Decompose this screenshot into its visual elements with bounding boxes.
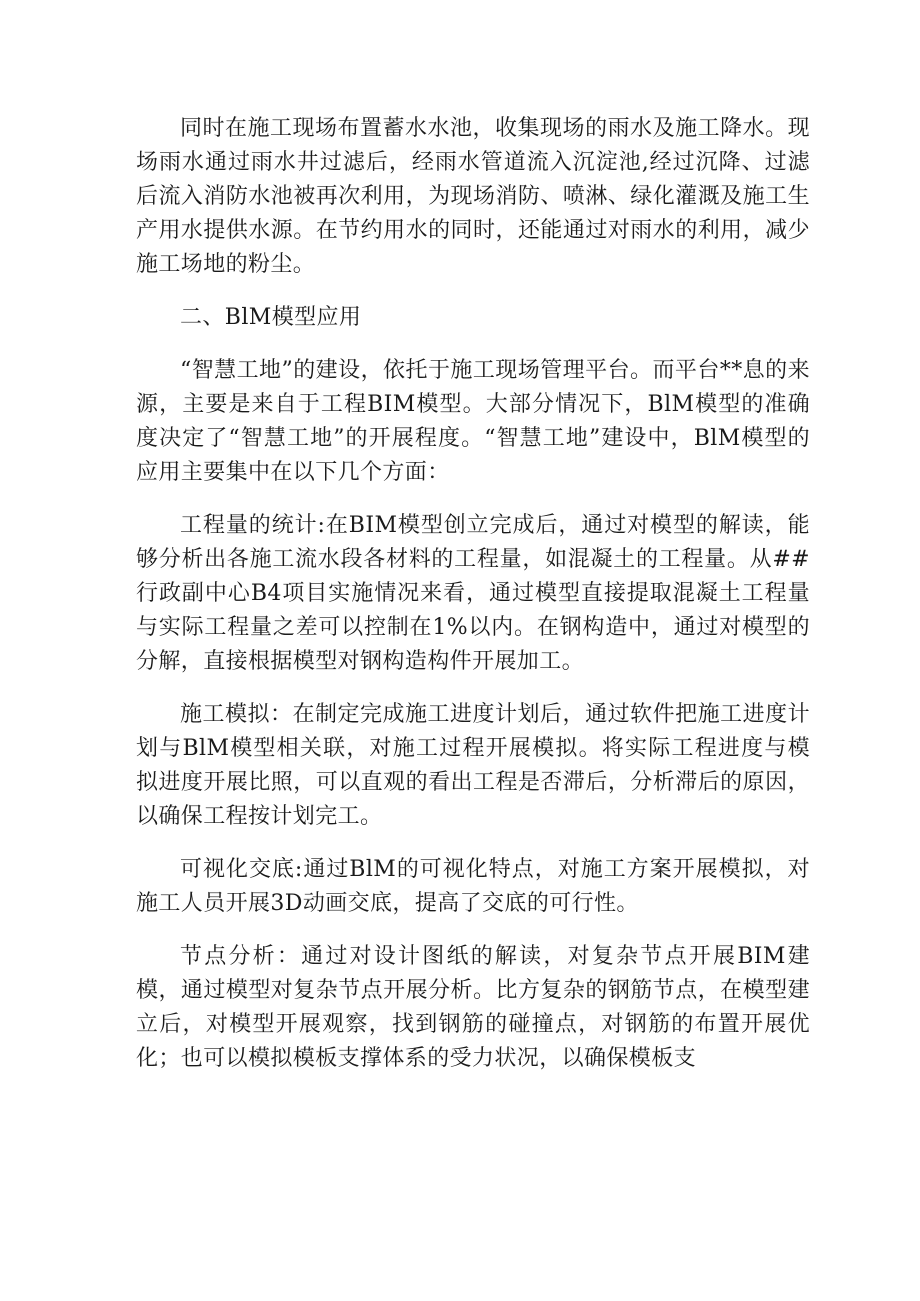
paragraph-visual-briefing: 可视化交底:通过BlM的可视化特点，对施工方案开展模拟，对施工人员开展3D动画交底，提高了交底的可行性。 — [136, 857, 810, 916]
paragraph-node-analysis: 节点分析：通过对设计图纸的解读，对复杂节点开展BIM建模，通过模型对复杂节点开展分析。比方复杂的钢筋节点，在模型建立后，对模型开展观察，找到钢筋的碰撞点，对钢筋的布置开展优化；也可以模拟模板支撑体系的受力状况，以确保模板支 — [136, 944, 810, 1071]
paragraph-smart-site: “智慧工地”的建设，依托于施工现场管理平台。而平台**息的来源，主要是来自于工程BIM模型。大部分情况下，BlM模型的准确度决定了“智慧工地”的开展程度。“智慧工地”建设中，BlM模型的应用主要集中在以下几个方面： — [136, 358, 810, 485]
paragraph-quantity-stats: 工程量的统计:在BIM模型创立完成后，通过对模型的解读，能够分析出各施工流水段各材料的工程量，如混凝土的工程量。从##行政副中心B4项目实施情况来看，通过模型直接提取混凝土工程量与实际工程量之差可以控制在1%以内。在钢构造中，通过对模型的分解，直接根据模型对钢构造构件开展加工。 — [136, 513, 810, 674]
section-heading-bim: 二、BlM模型应用 — [180, 305, 362, 330]
paragraph-construction-simulation: 施工模拟：在制定完成施工进度计划后，通过软件把施工进度计划与BlM模型相关联，对施工过程开展模拟。将实际工程进度与模拟进度开展比照，可以直观的看出工程是否滞后，分析滞后的原因，以确保工程按计划完工。 — [136, 702, 810, 829]
paragraph-rainwater: 同时在施工现场布置蓄水水池，收集现场的雨水及施工降水。现场雨水通过雨水井过滤后，经雨水管道流入沉淀池,经过沉降、过滤后流入消防水池被再次利用，为现场消防、喷淋、绿化灌溉及施工生产用水提供水源。在节约用水的同时，还能通过对雨水的利用，减少施工场地的粉尘。 — [136, 116, 810, 277]
